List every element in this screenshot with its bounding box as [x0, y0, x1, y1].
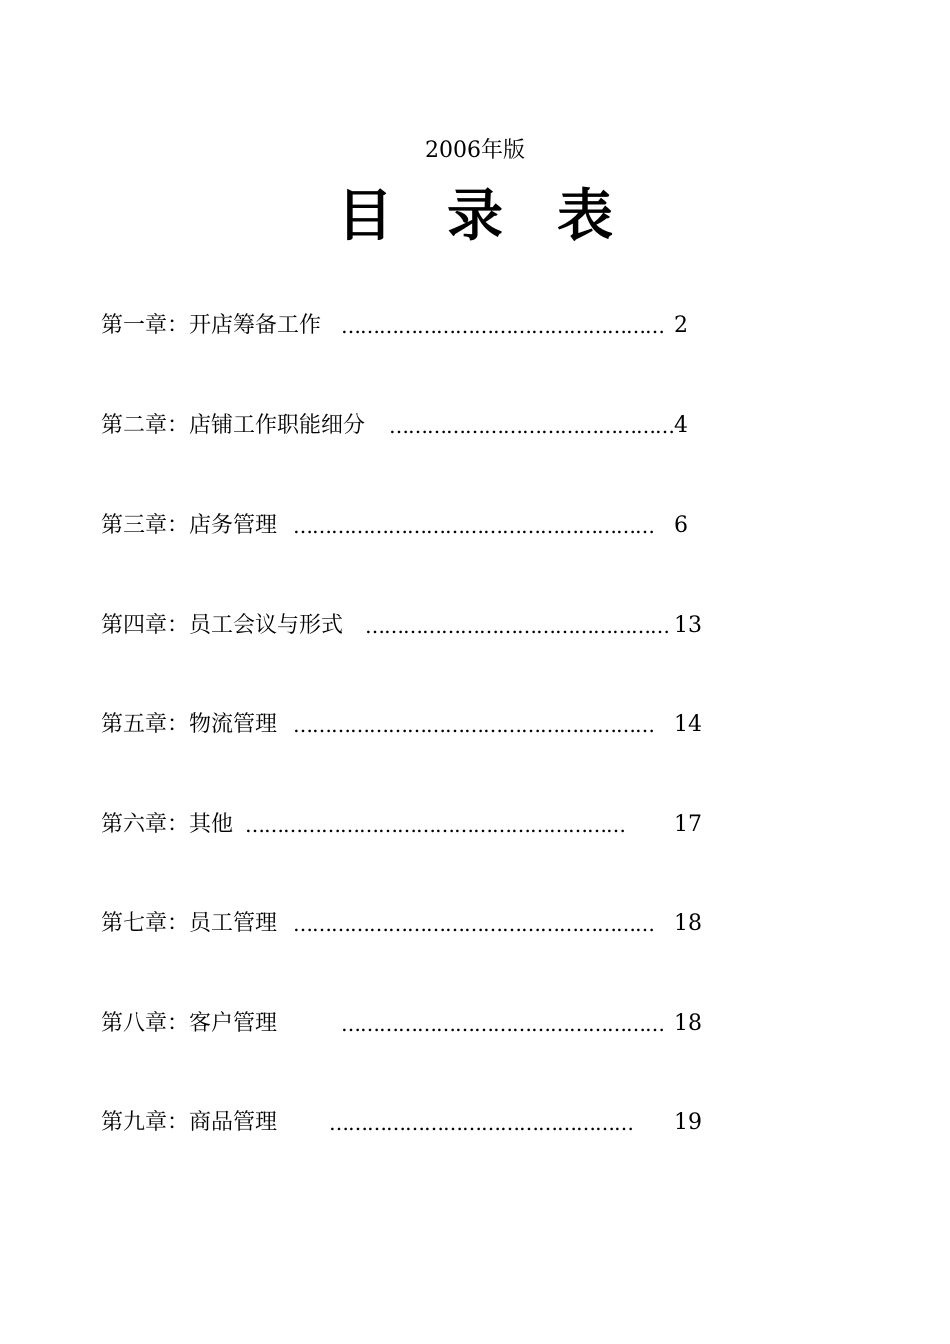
- toc-entry-8[interactable]: [101, 1004, 741, 1044]
- toc-chapter-title: 第五章：物流管理: [101, 712, 278, 737]
- toc-page-number: 2: [674, 313, 688, 338]
- title-char-3: 表: [557, 184, 613, 249]
- toc-page-number: 4: [674, 413, 688, 438]
- toc-chapter-title: 第七章：员工管理: [101, 911, 278, 936]
- toc-entry-2[interactable]: [101, 406, 741, 446]
- toc-chapter-title: 第二章：店铺工作职能细分: [101, 413, 366, 438]
- toc-page-number: 6: [674, 513, 688, 538]
- toc-leader-dots: …………………………………………………: [293, 912, 654, 936]
- toc-entry-6[interactable]: [101, 805, 741, 845]
- toc-leader-dots: ……………………………………………: [341, 314, 664, 338]
- toc-entry-1[interactable]: [101, 306, 741, 346]
- title-char-2: 录: [447, 184, 503, 249]
- toc-chapter-title: 第四章：员工会议与形式: [101, 613, 344, 638]
- toc-chapter-title: 第九章：商品管理: [101, 1110, 278, 1135]
- title-char-1: 目: [337, 184, 393, 249]
- toc-leader-dots: ……………………………………………………: [245, 813, 625, 837]
- toc-leader-dots: …………………………………………………: [293, 713, 654, 737]
- toc-page-number: 18: [674, 911, 702, 936]
- toc-leader-dots: …………………………………………………: [293, 514, 654, 538]
- toc-page-number: 18: [674, 1011, 702, 1036]
- toc-page-number: 19: [674, 1110, 702, 1135]
- toc-entry-3[interactable]: [101, 506, 741, 546]
- toc-entry-9[interactable]: [101, 1103, 741, 1143]
- toc-leader-dots: …………………………………………: [329, 1111, 633, 1135]
- toc-chapter-title: 第一章：开店筹备工作: [101, 313, 322, 338]
- toc-leader-dots: …………………………………………: [365, 614, 669, 638]
- toc-entry-7[interactable]: [101, 904, 741, 944]
- toc-leader-dots: ……………………………………………: [341, 1012, 664, 1036]
- toc-page-number: 17: [674, 812, 702, 837]
- toc-leader-dots: ………………………………………: [389, 414, 674, 438]
- toc-entry-4[interactable]: [101, 606, 741, 646]
- toc-chapter-title: 第三章：店务管理: [101, 513, 278, 538]
- page-title: [0, 182, 950, 252]
- toc-page-number: 14: [674, 712, 702, 737]
- toc-entry-5[interactable]: [101, 705, 741, 745]
- toc-chapter-title: 第八章：客户管理: [101, 1011, 278, 1036]
- toc-chapter-title: 第六章：其他: [101, 812, 234, 837]
- toc-page-number: 13: [674, 613, 702, 638]
- edition-label: 2006年版: [425, 138, 525, 163]
